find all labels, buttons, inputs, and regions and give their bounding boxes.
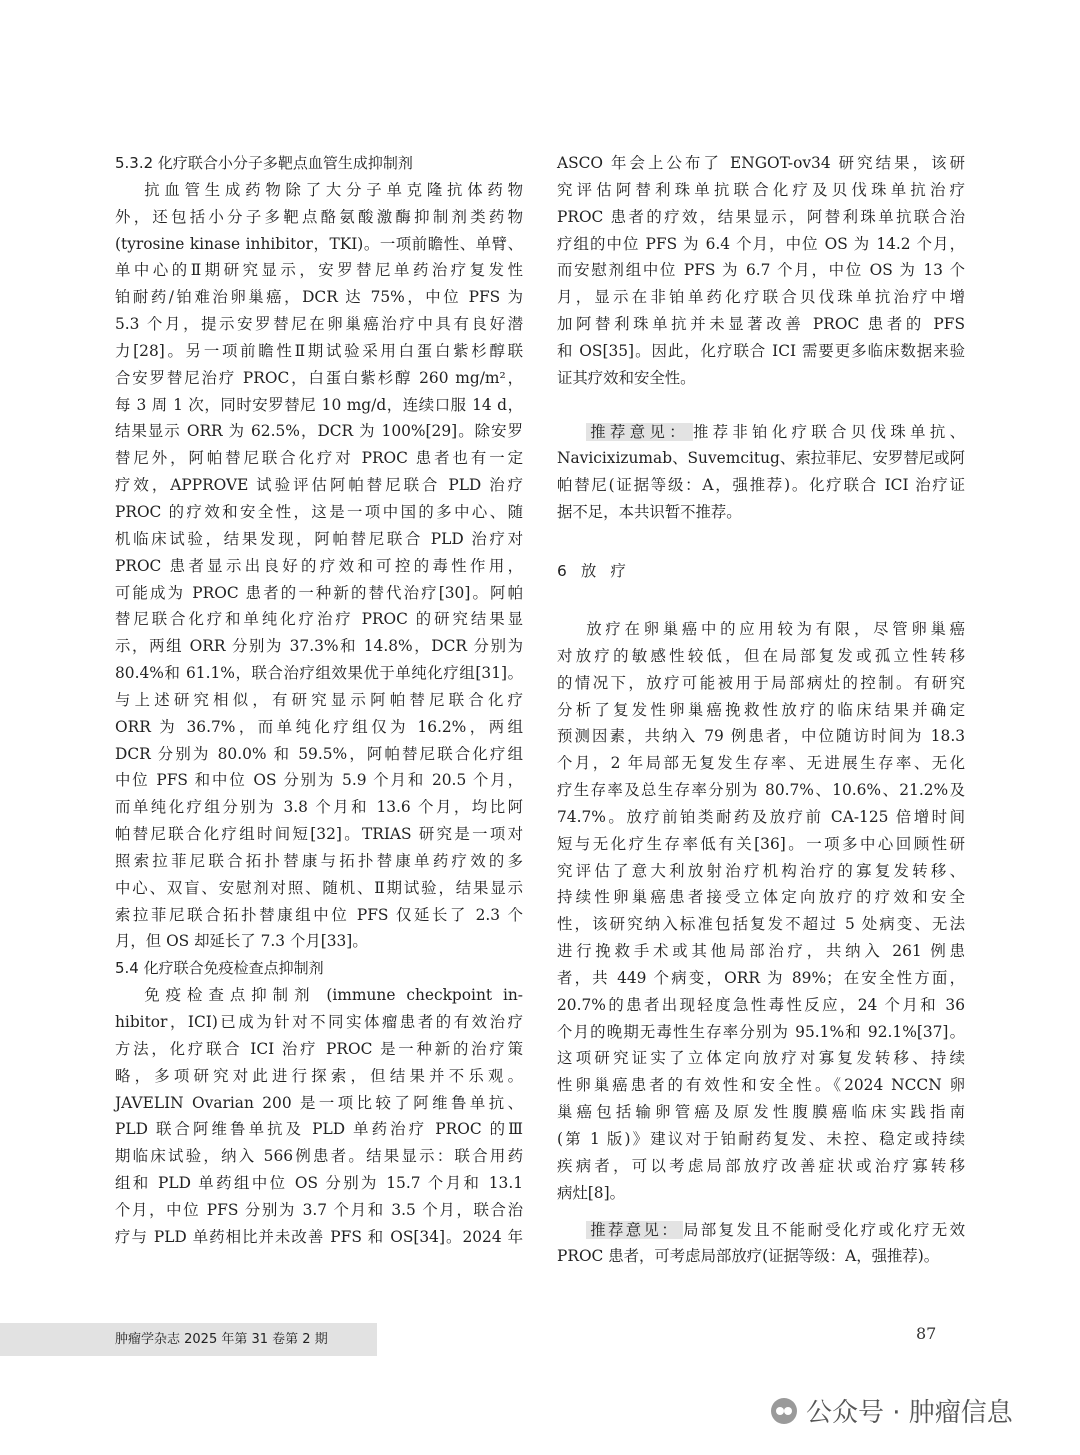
text-line: 疗效，APPROVE 试验评估阿帕替尼联合 PLD 治疗 <box>115 476 523 495</box>
text-line: 对放疗的敏感性较低，但在局部复发或孤立性转移 <box>557 646 965 665</box>
journal-footer: 肿瘤学杂志 2025 年第 31 卷第 2 期 <box>0 1323 377 1356</box>
page-number: 87 <box>916 1324 937 1343</box>
text-line: 5.3 个月，提示安罗替尼在卵巢癌治疗中具有良好潜 <box>115 315 523 334</box>
text-line: 期临床试验，纳入 566例患者。结果显示：联合用药 <box>115 1147 523 1166</box>
text-line: 疗与 PLD 单药相比并未改善 PFS 和 OS[34]。2024 年 <box>115 1227 523 1246</box>
text-line: 索拉菲尼联合拓扑替康组中位 PFS 仅延长了 2.3 个 <box>115 905 523 924</box>
text-line: hibitor，ICI)已成为针对不同实体瘤患者的有效治疗 <box>115 1013 523 1031</box>
text-line: 照索拉菲尼联合拓扑替康与拓扑替康单药疗效的多 <box>115 851 523 870</box>
text-line: 合安罗替尼治疗 PROC，白蛋白紫杉醇 260 mg/m²， <box>115 368 523 387</box>
text-line: 月，显示在非铂单药化疗联合贝伐珠单抗治疗中增 <box>557 288 965 307</box>
section-6-heading: 6 放 疗 <box>557 561 631 580</box>
text-line: 性，该研究纳入标准包括复发不超过 5 处病变、无法 <box>557 915 965 934</box>
text-line: 证其疗效和安全性。 <box>557 368 696 387</box>
text-line: 分析了复发性卵巢癌挽救性放疗的临床结果并确定 <box>557 700 965 719</box>
text-line: 机临床试验，结果发现，阿帕替尼联合 PLD 治疗对 <box>115 529 523 548</box>
right-column-text-top <box>557 150 965 392</box>
text-line: 替尼外，阿帕替尼联合化疗对 PROC 患者也有一定 <box>115 449 523 468</box>
text-line: 究评估了意大利放射治疗机构治疗的寡复发转移、 <box>557 861 965 880</box>
text-line: 进行挽救手术或其他局部治疗，共纳入 261 例患 <box>557 942 965 961</box>
text-line: Navicixizumab、Suvemcitug、索拉菲尼、安罗替尼或阿 <box>557 449 965 468</box>
text-line: PROC 患者显示出良好的疗效和可控的毒性作用， <box>115 556 523 575</box>
text-line: 而单纯化疗组分别为 3.8 个月和 13.6 个月，均比阿 <box>115 798 523 817</box>
text-line: 铂耐药/铂难治卵巢癌，DCR 达 75%，中位 PFS 为 <box>115 288 523 307</box>
text-line: 究评估阿替利珠单抗联合化疗及贝伐珠单抗治疗 <box>557 180 965 199</box>
recommendation-label: 推荐意见： <box>586 1221 683 1239</box>
text-line: PROC 患者的疗效，结果显示，阿替利珠单抗联合治 <box>557 207 965 226</box>
recommendation-1-rest <box>557 445 965 526</box>
text-line: 5.3.2 化疗联合小分子多靶点血管生成抑制剂 <box>115 154 413 172</box>
text-line: DCR 分别为 80.0% 和 59.5%，阿帕替尼联合化疗组 <box>115 744 523 763</box>
text-line: 74.7%。放疗前铂类耐药及放疗前 CA-125 倍增时间 <box>557 807 965 826</box>
text-line: 个月，中位 PFS 分别为 3.7 个月和 3.5 个月，联合治 <box>115 1200 523 1219</box>
text-line: ORR 为 36.7%，而单纯化疗组仅为 16.2%，两组 <box>115 717 523 736</box>
text-line: 略，多项研究对此进行探索，但结果并不乐观。 <box>115 1066 523 1085</box>
text-line: 与上述研究相似，有研究显示阿帕替尼联合化疗 <box>115 690 523 709</box>
text-line: PROC 患者，可考虑局部放疗(证据等级：A，强推荐)。 <box>557 1247 940 1266</box>
text-line: PROC 的疗效和安全性，这是一项中国的多中心、随 <box>115 502 523 521</box>
text-line: PLD 联合阿维鲁单抗及 PLD 单药治疗 PROC 的Ⅲ <box>115 1120 523 1139</box>
right-column-text-bottom <box>557 616 965 1207</box>
text-line: 持续性卵巢癌患者接受立体定向放疗的疗效和安全 <box>557 888 965 907</box>
text-line: ASCO 年会上公布了 ENGOT-ov34 研究结果，该研 <box>557 154 965 172</box>
text-line: 单中心的Ⅱ期研究显示，安罗替尼单药治疗复发性 <box>115 261 523 280</box>
text-line: 结果显示 ORR 为 62.5%，DCR 为 100%[29]。除安罗 <box>115 422 523 441</box>
text-line: JAVELIN Ovarian 200 是一项比较了阿维鲁单抗、 <box>115 1093 523 1112</box>
text-line: 的情况下，放疗可能被用于局部病灶的控制。有研究 <box>557 673 965 692</box>
text-line: 20.7%的患者出现轻度急性毒性反应，24 个月和 36 <box>557 995 965 1014</box>
text-line: 个月，2 年局部无复发生存率、无进展生存率、无化 <box>557 754 965 773</box>
text-line: 个月的晚期无毒性生存率分别为 95.1%和 92.1%[37]。 <box>557 1022 965 1041</box>
text-line: (tyrosine kinase inhibitor，TKI)。一项前瞻性、单臂、 <box>115 234 523 253</box>
text-line: 者，共 449 个病变，ORR 为 89%；在安全性方面， <box>557 968 965 987</box>
left-column-text <box>115 150 523 1251</box>
recommendation-label: 推荐意见： <box>586 423 693 441</box>
text-line: 5.4 化疗联合免疫检查点抑制剂 <box>115 959 324 978</box>
text-line: 方法，化疗联合 ICI 治疗 PROC 是一种新的治疗策 <box>115 1039 523 1058</box>
text-line: 可能成为 PROC 患者的一种新的替代治疗[30]。阿帕 <box>115 583 523 602</box>
recommendation-1: 推荐意见： 推荐非铂化疗联合贝伐珠单抗、 <box>557 419 965 446</box>
text-line: (第 1 版)》建议对于铂耐药复发、未控、稳定或持续 <box>557 1130 965 1148</box>
text-line: 免疫检查点抑制剂 (immune checkpoint in- <box>144 986 523 1005</box>
text-line: 示，两组 ORR 分别为 37.3%和 14.8%，DCR 分别为 <box>115 637 523 656</box>
text-line: 和 OS[35]。因此，化疗联合 ICI 需要更多临床数据来验 <box>557 341 965 360</box>
text-line: 帕替尼联合化疗组时间短[32]。TRIAS 研究是一项对 <box>115 825 523 844</box>
text-line: 预测因素，共纳入 79 例患者，中位随访时间为 18.3 <box>557 727 965 746</box>
text-line: 疗生存率及总生存率分别为 80.7%、10.6%、21.2%及 <box>557 781 965 800</box>
text-line: 据不足，本共识暂不推荐。 <box>557 503 742 522</box>
text-line: 而安慰剂组中位 PFS 为 6.7 个月，中位 OS 为 13 个 <box>557 261 965 280</box>
text-line: 短与无化疗生存率低有关[36]。一项多中心回顾性研 <box>557 834 965 853</box>
text-line: 力[28]。另一项前瞻性Ⅱ期试验采用白蛋白紫杉醇联 <box>115 341 523 360</box>
text-line: 巢癌包括输卵管癌及原发性腹膜癌临床实践指南 <box>557 1103 965 1122</box>
text-line: 替尼联合化疗和单纯化疗治疗 PROC 的研究结果显 <box>115 610 523 629</box>
text-line: 放疗在卵巢癌中的应用较为有限，尽管卵巢癌 <box>586 619 965 638</box>
text-line: 这项研究证实了立体定向放疗对寡复发转移、持续 <box>557 1049 965 1068</box>
text-line: 性卵巢癌患者的有效性和安全性。《2024 NCCN 卵 <box>557 1076 965 1095</box>
text-line: 80.4%和 61.1%，联合治疗组效果优于单纯化疗组[31]。 <box>115 664 523 683</box>
text-line: 加阿替利珠单抗并未显著改善 PROC 患者的 PFS <box>557 315 965 334</box>
text-line: 每 3 周 1 次，同时安罗替尼 10 mg/d，连续口服 14 d， <box>115 395 523 414</box>
text-line: 外，还包括小分子多靶点酪氨酸激酶抑制剂类药物 <box>115 207 523 226</box>
text-line: 月，但 OS 却延长了 7.3 个月[33]。 <box>115 932 368 951</box>
watermark-text: 公众号 · 肿瘤信息 <box>806 1398 1013 1428</box>
text-line: 中位 PFS 和中位 OS 分别为 5.9 个月和 20.5 个月， <box>115 771 523 790</box>
text-line: 组和 PLD 单药组中位 OS 分别为 15.7 个月和 13.1 <box>115 1174 523 1193</box>
wechat-icon <box>770 1397 798 1425</box>
text-line: 疗组的中位 PFS 为 6.4 个月，中位 OS 为 14.2 个月， <box>557 234 965 253</box>
recommendation-2: 推荐意见： 局部复发且不能耐受化疗或化疗无效 <box>557 1217 965 1244</box>
text-line: 病灶[8]。 <box>557 1183 625 1202</box>
text-line: 疾病者，可以考虑局部放疗改善症状或治疗寡转移 <box>557 1156 965 1175</box>
recommendation-2-rest <box>557 1243 965 1270</box>
wechat-watermark <box>770 1392 1013 1429</box>
text-line: 帕替尼(证据等级：A，强推荐)。化疗联合 ICI 治疗证 <box>557 476 965 495</box>
text-line: 中心、双盲、安慰剂对照、随机、Ⅱ期试验，结果显示 <box>115 878 523 897</box>
text-line: 抗血管生成药物除了大分子单克隆抗体药物 <box>144 180 523 199</box>
